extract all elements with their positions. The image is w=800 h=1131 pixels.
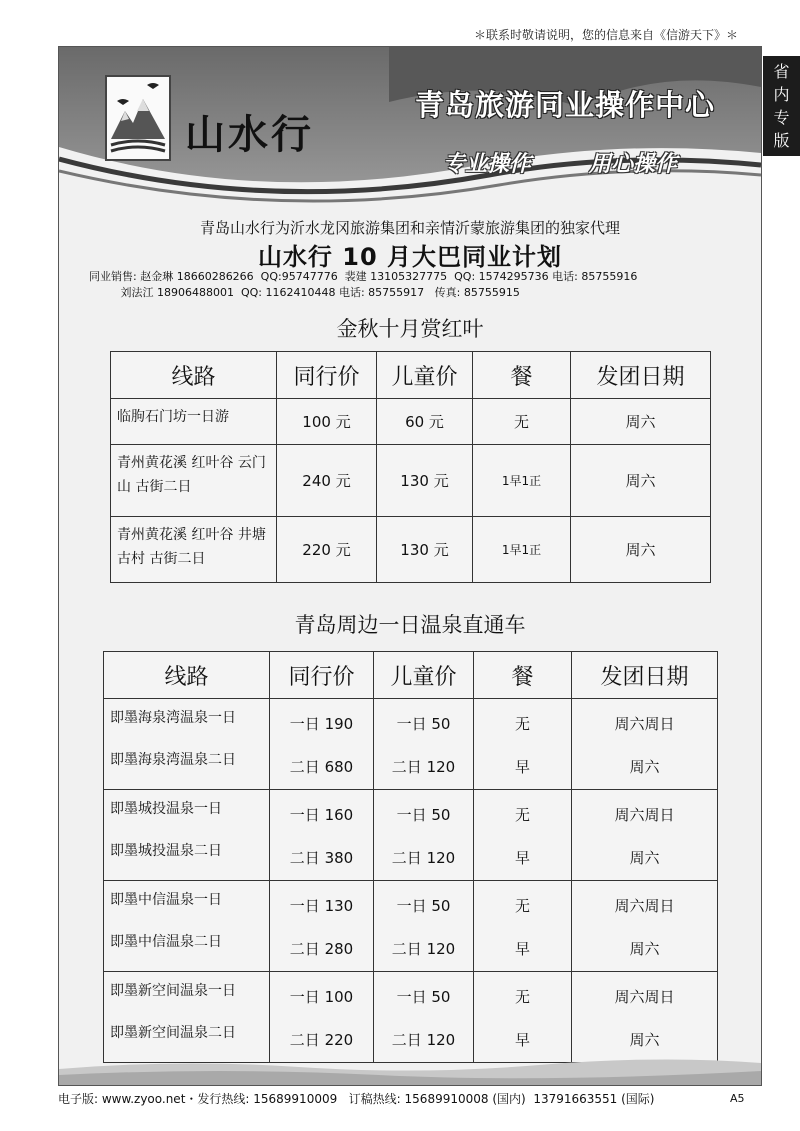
section-title-hot-springs: 青岛周边一日温泉直通车: [294, 613, 526, 637]
header-date: 发团日期: [571, 352, 711, 399]
meal: 1早1正: [473, 517, 571, 583]
table-row: [104, 790, 718, 881]
table-row: [111, 445, 711, 517]
peer-price: 二日 280: [289, 940, 354, 958]
header-route: 线路: [111, 352, 277, 399]
departure-date: 周六: [629, 940, 660, 958]
header-price: 同行价: [277, 352, 377, 399]
peer-price-cell: [270, 790, 374, 881]
peer-price: 240 元: [277, 445, 377, 517]
route-name-cell: [104, 790, 270, 881]
header-meal: 餐: [473, 352, 571, 399]
departure-date: 周六周日: [614, 897, 675, 915]
departure-date: 周六: [571, 445, 711, 517]
peer-price: 一日 130: [289, 897, 354, 915]
route-name: 即墨中信温泉一日: [110, 892, 222, 908]
ground-decoration: [59, 1051, 761, 1085]
brand-name: 山水行: [185, 111, 314, 158]
child-price: 二日 120: [391, 1031, 456, 1049]
route-name: 即墨海泉湾温泉二日: [110, 752, 236, 768]
child-price-cell: [374, 699, 474, 790]
child-price: 二日 120: [391, 758, 456, 776]
header-date: 发团日期: [572, 652, 718, 699]
departure-date: 周六: [629, 758, 660, 776]
hot-springs-table: [103, 651, 718, 1063]
route-name-cell: [104, 881, 270, 972]
peer-price-cell: [270, 881, 374, 972]
route-name: 即墨中信温泉二日: [110, 934, 222, 950]
meal: 早: [514, 849, 530, 867]
departure-date-cell: [572, 972, 718, 1063]
peer-price: 100 元: [277, 399, 377, 445]
departure-date: 周六: [629, 849, 660, 867]
meal-cell: [474, 790, 572, 881]
peer-price: 一日 100: [289, 988, 354, 1006]
peer-price-cell: [270, 972, 374, 1063]
departure-date: 周六: [629, 1031, 660, 1049]
child-price: 一日 50: [396, 806, 451, 824]
header-banner: [59, 47, 761, 217]
route-name: 临朐石门坊一日游: [111, 399, 277, 445]
table-row: [104, 881, 718, 972]
child-price: 130 元: [377, 517, 473, 583]
child-price-cell: [374, 972, 474, 1063]
contact-line: 刘法江 18906488001 QQ: 1162410448 电话: 85755917 传真: 85755915: [89, 286, 520, 299]
child-price: 一日 50: [396, 715, 451, 733]
meal: 无: [514, 988, 530, 1006]
child-price: 130 元: [377, 445, 473, 517]
source-note: ＊联系时敬请说明，您的信息来自《信游天下》＊: [473, 28, 738, 42]
banner-title: 青岛旅游同业操作中心: [415, 88, 716, 122]
sales-contacts: [89, 269, 637, 301]
departure-date-cell: [572, 699, 718, 790]
route-name: 即墨城投温泉二日: [110, 843, 222, 859]
slogan-left: 专业操作: [443, 152, 532, 177]
region-tab-char: 内: [773, 85, 790, 104]
region-tab-char: 版: [773, 131, 790, 150]
meal-cell: [474, 699, 572, 790]
meal: 无: [514, 715, 530, 733]
peer-price: 220 元: [277, 517, 377, 583]
child-price: 60 元: [377, 399, 473, 445]
table-row: [111, 399, 711, 445]
footer-contacts: 电子版: www.zyoo.net・发行热线: 15689910009 订稿热线: 15689910008 (国内) 13791663551 (国际): [58, 1092, 655, 1106]
route-name: 即墨城投温泉一日: [110, 801, 222, 817]
meal: 早: [514, 940, 530, 958]
slogan-right: 用心操作: [589, 152, 678, 177]
meal: 无: [473, 399, 571, 445]
region-tab-char: 专: [773, 108, 790, 127]
meal: 早: [514, 1031, 530, 1049]
brand-logo: [105, 75, 171, 161]
header-route: 线路: [104, 652, 270, 699]
departure-date-cell: [572, 790, 718, 881]
peer-price-cell: [270, 699, 374, 790]
meal: 无: [514, 897, 530, 915]
route-name: 即墨新空间温泉二日: [110, 1025, 236, 1041]
route-name-cell: [104, 699, 270, 790]
table-row: [104, 699, 718, 790]
route-name: 青州黄花溪 红叶谷 井塘古村 古街二日: [111, 517, 277, 583]
region-tab-char: 省: [773, 62, 790, 81]
section-title-red-leaves: 金秋十月赏红叶: [336, 317, 484, 341]
departure-date: 周六: [571, 517, 711, 583]
plan-title: 山水行 10 月大巴同业计划: [257, 243, 563, 271]
child-price-cell: [374, 790, 474, 881]
contact-line: 同业销售: 赵金琳 18660286266 QQ:95747776 裴建 13105327775 QQ: 1574295736 电话: 85755916: [89, 270, 638, 283]
peer-price: 一日 160: [289, 806, 354, 824]
child-price-cell: [374, 881, 474, 972]
page-number: A5: [730, 1092, 745, 1105]
red-leaves-table: [110, 351, 711, 583]
child-price: 二日 120: [391, 940, 456, 958]
mountain-logo-icon: [107, 77, 169, 159]
departure-date-cell: [572, 881, 718, 972]
header-meal: 餐: [474, 652, 572, 699]
child-price: 一日 50: [396, 988, 451, 1006]
route-name: 即墨新空间温泉一日: [110, 983, 236, 999]
route-name: 即墨海泉湾温泉一日: [110, 710, 236, 726]
meal-cell: [474, 972, 572, 1063]
table-row: [104, 972, 718, 1063]
meal: 早: [514, 758, 530, 776]
meal-cell: [474, 881, 572, 972]
peer-price: 二日 220: [289, 1031, 354, 1049]
region-tab: [763, 56, 800, 156]
meal: 无: [514, 806, 530, 824]
table-header-row: [111, 352, 711, 399]
route-name-cell: [104, 972, 270, 1063]
departure-date: 周六: [571, 399, 711, 445]
table-header-row: [104, 652, 718, 699]
table-row: [111, 517, 711, 583]
header-price: 同行价: [270, 652, 374, 699]
header-child-price: 儿童价: [374, 652, 474, 699]
child-price: 一日 50: [396, 897, 451, 915]
departure-date: 周六周日: [614, 715, 675, 733]
agent-statement: 青岛山水行为沂水龙冈旅游集团和亲情沂蒙旅游集团的独家代理: [199, 219, 620, 237]
page-frame: [58, 46, 762, 1086]
peer-price: 二日 380: [289, 849, 354, 867]
child-price: 二日 120: [391, 849, 456, 867]
departure-date: 周六周日: [614, 806, 675, 824]
meal: 1早1正: [473, 445, 571, 517]
route-name: 青州黄花溪 红叶谷 云门山 古街二日: [111, 445, 277, 517]
header-child-price: 儿童价: [377, 352, 473, 399]
departure-date: 周六周日: [614, 988, 675, 1006]
peer-price: 二日 680: [289, 758, 354, 776]
peer-price: 一日 190: [289, 715, 354, 733]
